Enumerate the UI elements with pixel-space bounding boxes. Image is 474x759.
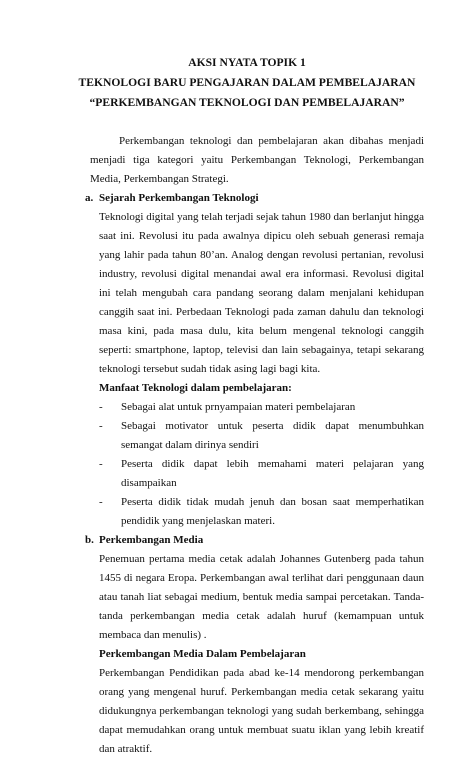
section-b-heading [85,531,424,550]
dash-bullet: - [99,420,103,432]
list-item [99,455,424,493]
benefit-text: Peserta didik dapat lebih memahami materi pelajaran yang disampaikan [121,458,424,489]
title-line-3: “PERKEMBANGAN TEKNOLOGI DAN PEMBELAJARAN” [89,96,405,109]
title-block [70,53,424,113]
section-b-letter: b. [85,534,94,546]
section-a-heading [85,189,424,208]
title-line-1: AKSI NYATA TOPIK 1 [188,56,306,69]
benefit-text: Sebagai motivator untuk peserta didik dapat menumbuhkan semangat dalam dirinya sendiri [121,420,424,451]
benefit-list [90,398,424,531]
section-b-body: Penemuan pertama media cetak adalah Johannes Gutenberg pada tahun 1455 di negara Eropa. Perkembangan awal terlihat dari penggunaan daun atau tanah liat sebagai medium, bentuk media sampai percetakan. Tanda-tanda perkembangan media cetak adalah huruf (kemampuan untuk membaca dan menulis) . [99,553,424,641]
media-subheading: Perkembangan Media Dalam Pembelajaran [99,648,306,660]
section-a-letter: a. [85,192,94,204]
section-a-body: Teknologi digital yang telah terjadi sejak tahun 1980 dan berlanjut hingga saat ini. Revolusi itu pada awalnya dipicu oleh sebuah generasi remaja yang lahir pada tahun 80’an. Analog dengan revolusi pertanian, revolusi industry, revolusi digital menandai awal era informasi. Revolusi digital ini telah mengubah cara pandang seorang dalam menjalani kehidupan canggih saat ini. Perbedaan Teknologi pada zaman dahulu dan teknologi masa kini, pada masa dulu, kita belum mengenal teknologi canggih seperti: smartphone, laptop, televisi dan lain sebagainya, tetapi sekarang teknologi tersebut sudah tidak asing lagi bagi kita. [99,211,424,375]
dash-bullet: - [99,401,103,413]
section-a-title: Sejarah Perkembangan Teknologi [99,192,259,204]
dash-bullet: - [99,458,103,470]
benefit-text: Peserta didik tidak mudah jenuh dan bosan saat memperhatikan pendidik yang menjelaskan materi. [121,496,424,527]
title-line-2: TEKNOLOGI BARU PENGAJARAN DALAM PEMBELAJARAN [78,76,416,89]
list-item [99,493,424,531]
benefit-text: Sebagai alat untuk prnyampaian materi pembelajaran [121,401,356,413]
list-item [99,398,424,417]
media-subbody: Perkembangan Pendidikan pada abad ke-14 mendorong perkembangan orang yang mengenal huruf. Perkembangan media cetak sekarang yaitu didukungnya perkembangan teknologi yang sudah berkembang, sehingga dapat memudahkan orang untuk membuat suatu iklan yang lebih kreatif dan atraktif. [99,667,424,755]
list-item [99,417,424,455]
section-b-title: Perkembangan Media [99,534,204,546]
dash-bullet: - [99,496,103,508]
intro-paragraph: Perkembangan teknologi dan pembelajaran akan dibahas menjadi menjadi tiga kategori yaitu Perkembangan Teknologi, Perkembangan Media, Perkembangan Strategi. [90,135,424,185]
benefit-heading: Manfaat Teknologi dalam pembelajaran: [99,382,292,394]
